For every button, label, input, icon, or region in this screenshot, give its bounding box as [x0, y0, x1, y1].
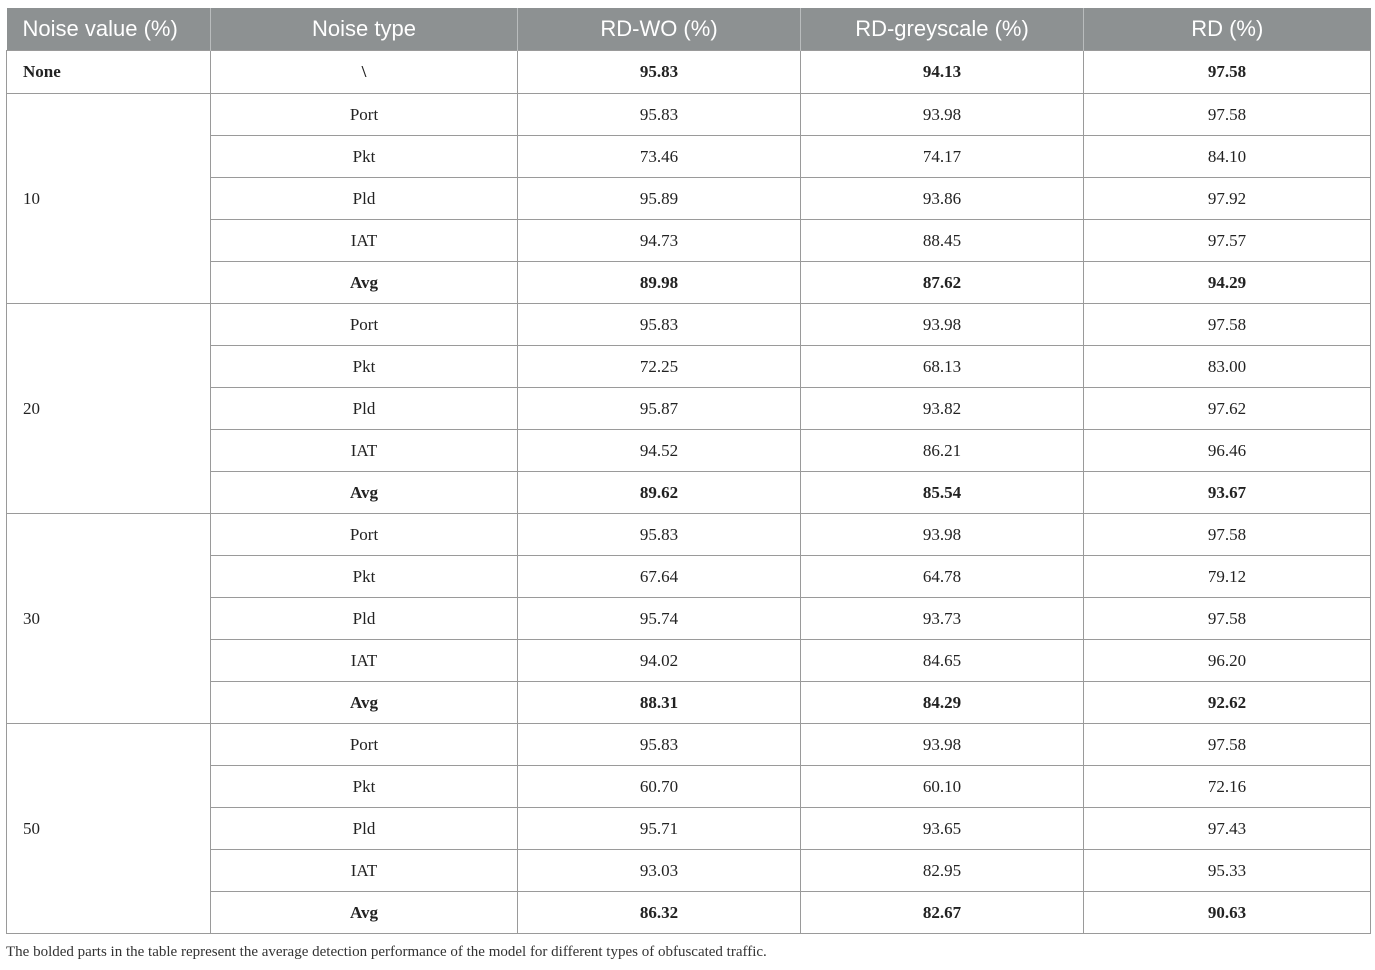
header-rd-greyscale: RD-greyscale (%) — [801, 8, 1084, 51]
noise-type-cell: Port — [211, 724, 518, 766]
table-row — [7, 430, 1371, 472]
noise-type-cell: Avg — [211, 892, 518, 934]
table-row — [7, 766, 1371, 808]
rd-greyscale-cell: 94.13 — [801, 51, 1084, 94]
table-row — [7, 808, 1371, 850]
table-row — [7, 388, 1371, 430]
rd-greyscale-cell: 64.78 — [801, 556, 1084, 598]
table-row — [7, 724, 1371, 766]
table-row — [7, 262, 1371, 304]
table-row — [7, 556, 1371, 598]
noise-type-cell: IAT — [211, 850, 518, 892]
noise-type-cell: Pld — [211, 808, 518, 850]
rd-greyscale-cell: 93.98 — [801, 304, 1084, 346]
table-row — [7, 178, 1371, 220]
rd-greyscale-cell: 87.62 — [801, 262, 1084, 304]
rd-cell: 93.67 — [1084, 472, 1371, 514]
rd-cell: 95.33 — [1084, 850, 1371, 892]
rd-wo-cell: 89.98 — [518, 262, 801, 304]
table-row — [7, 94, 1371, 136]
noise-type-cell: Avg — [211, 262, 518, 304]
rd-wo-cell: 95.87 — [518, 388, 801, 430]
rd-wo-cell: 94.02 — [518, 640, 801, 682]
table-row-none — [7, 51, 1371, 94]
noise-type-cell: IAT — [211, 430, 518, 472]
header-noise-value: Noise value (%) — [7, 8, 211, 51]
rd-greyscale-cell: 93.98 — [801, 94, 1084, 136]
noise-type-cell: IAT — [211, 220, 518, 262]
table-row — [7, 892, 1371, 934]
rd-wo-cell: 94.73 — [518, 220, 801, 262]
rd-cell: 92.62 — [1084, 682, 1371, 724]
rd-cell: 97.58 — [1084, 51, 1371, 94]
table-header — [7, 8, 1371, 51]
results-table — [6, 8, 1371, 934]
rd-greyscale-cell: 93.73 — [801, 598, 1084, 640]
table-row — [7, 850, 1371, 892]
rd-wo-cell: 72.25 — [518, 346, 801, 388]
rd-greyscale-cell: 93.82 — [801, 388, 1084, 430]
header-noise-type: Noise type — [211, 8, 518, 51]
rd-wo-cell: 95.71 — [518, 808, 801, 850]
rd-cell: 84.10 — [1084, 136, 1371, 178]
noise-type-cell: Avg — [211, 472, 518, 514]
rd-cell: 97.58 — [1084, 724, 1371, 766]
rd-wo-cell: 95.89 — [518, 178, 801, 220]
table-row — [7, 682, 1371, 724]
rd-greyscale-cell: 84.65 — [801, 640, 1084, 682]
rd-wo-cell: 95.83 — [518, 94, 801, 136]
rd-greyscale-cell: 68.13 — [801, 346, 1084, 388]
table-body — [7, 51, 1371, 934]
rd-greyscale-cell: 88.45 — [801, 220, 1084, 262]
noise-type-cell: Port — [211, 94, 518, 136]
rd-cell: 97.57 — [1084, 220, 1371, 262]
table-row — [7, 346, 1371, 388]
noise-value-cell: 50 — [7, 724, 211, 934]
noise-type-cell: \ — [211, 51, 518, 94]
rd-cell: 97.92 — [1084, 178, 1371, 220]
header-rd-wo: RD-WO (%) — [518, 8, 801, 51]
rd-cell: 97.62 — [1084, 388, 1371, 430]
rd-wo-cell: 95.83 — [518, 514, 801, 556]
rd-cell: 97.58 — [1084, 598, 1371, 640]
rd-cell: 94.29 — [1084, 262, 1371, 304]
noise-type-cell: Pkt — [211, 766, 518, 808]
table-row — [7, 220, 1371, 262]
noise-type-cell: Pld — [211, 388, 518, 430]
table-row — [7, 136, 1371, 178]
rd-greyscale-cell: 93.86 — [801, 178, 1084, 220]
rd-cell: 97.58 — [1084, 304, 1371, 346]
rd-wo-cell: 94.52 — [518, 430, 801, 472]
rd-greyscale-cell: 85.54 — [801, 472, 1084, 514]
rd-cell: 79.12 — [1084, 556, 1371, 598]
rd-wo-cell: 95.74 — [518, 598, 801, 640]
rd-wo-cell: 60.70 — [518, 766, 801, 808]
noise-type-cell: Pkt — [211, 136, 518, 178]
noise-type-cell: Port — [211, 304, 518, 346]
noise-value-cell: 10 — [7, 94, 211, 304]
rd-greyscale-cell: 82.67 — [801, 892, 1084, 934]
noise-value-cell: None — [7, 51, 211, 94]
noise-type-cell: Avg — [211, 682, 518, 724]
rd-wo-cell: 95.83 — [518, 724, 801, 766]
rd-cell: 96.46 — [1084, 430, 1371, 472]
noise-type-cell: IAT — [211, 640, 518, 682]
rd-greyscale-cell: 84.29 — [801, 682, 1084, 724]
noise-type-cell: Pkt — [211, 346, 518, 388]
rd-greyscale-cell: 86.21 — [801, 430, 1084, 472]
noise-type-cell: Pld — [211, 598, 518, 640]
rd-greyscale-cell: 74.17 — [801, 136, 1084, 178]
noise-value-cell: 30 — [7, 514, 211, 724]
noise-value-cell: 20 — [7, 304, 211, 514]
rd-greyscale-cell: 60.10 — [801, 766, 1084, 808]
rd-wo-cell: 93.03 — [518, 850, 801, 892]
rd-cell: 72.16 — [1084, 766, 1371, 808]
rd-greyscale-cell: 93.98 — [801, 724, 1084, 766]
rd-wo-cell: 86.32 — [518, 892, 801, 934]
rd-greyscale-cell: 93.98 — [801, 514, 1084, 556]
table-row — [7, 514, 1371, 556]
rd-greyscale-cell: 93.65 — [801, 808, 1084, 850]
noise-type-cell: Pld — [211, 178, 518, 220]
rd-cell: 97.58 — [1084, 94, 1371, 136]
rd-cell: 97.43 — [1084, 808, 1371, 850]
noise-type-cell: Port — [211, 514, 518, 556]
table-row — [7, 472, 1371, 514]
rd-wo-cell: 88.31 — [518, 682, 801, 724]
rd-cell: 97.58 — [1084, 514, 1371, 556]
rd-wo-cell: 89.62 — [518, 472, 801, 514]
table-footnote: The bolded parts in the table represent the average detection performance of the model for different types of obfuscated traffic. — [6, 944, 767, 960]
rd-cell: 90.63 — [1084, 892, 1371, 934]
rd-cell: 96.20 — [1084, 640, 1371, 682]
table-row — [7, 304, 1371, 346]
rd-wo-cell: 73.46 — [518, 136, 801, 178]
table-row — [7, 598, 1371, 640]
rd-wo-cell: 95.83 — [518, 51, 801, 94]
rd-greyscale-cell: 82.95 — [801, 850, 1084, 892]
rd-wo-cell: 95.83 — [518, 304, 801, 346]
noise-type-cell: Pkt — [211, 556, 518, 598]
header-row — [7, 8, 1371, 51]
header-rd: RD (%) — [1084, 8, 1371, 51]
table-row — [7, 640, 1371, 682]
rd-cell: 83.00 — [1084, 346, 1371, 388]
rd-wo-cell: 67.64 — [518, 556, 801, 598]
